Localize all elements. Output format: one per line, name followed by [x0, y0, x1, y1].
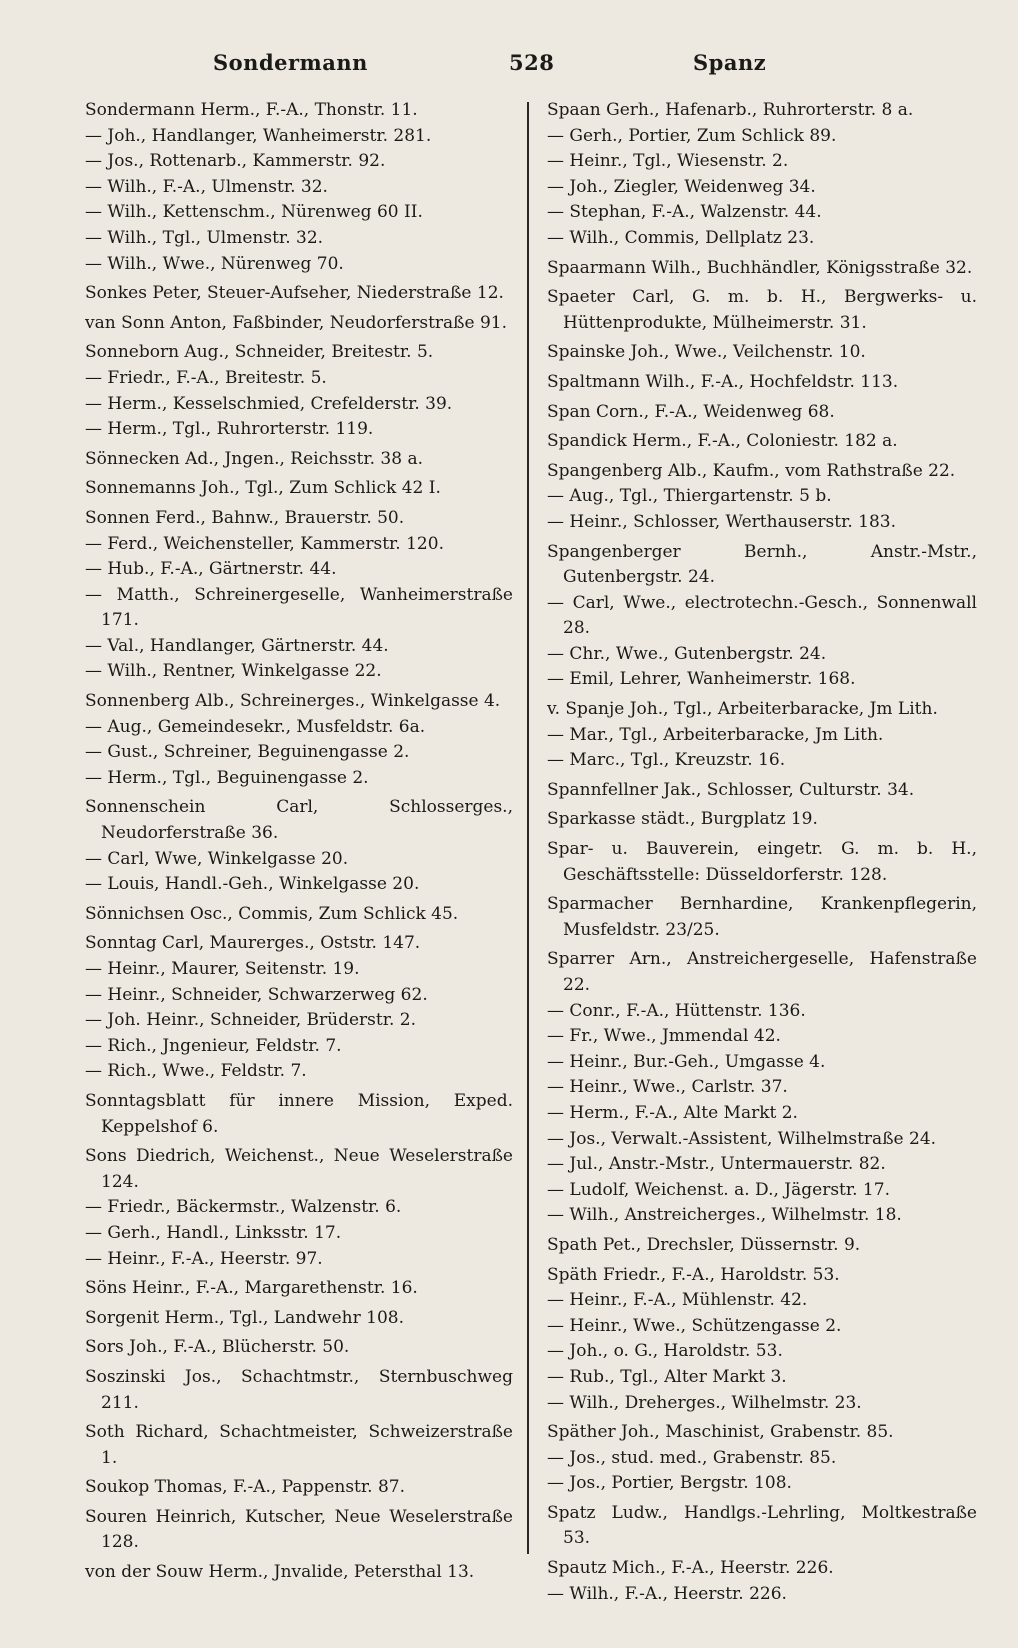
directory-entry: — Mar., Tgl., Arbeiterbaracke, Jm Lith. — [547, 724, 884, 745]
directory-entry: — Friedr., F.-A., Breitestr. 5. — [85, 367, 327, 388]
directory-entry: — Gerh., Handl., Linksstr. 17. — [85, 1222, 342, 1243]
directory-entry: — Matth., Schreinergeselle, Wanheimerstraße 171. — [85, 584, 513, 631]
directory-entry: — Conr., F.-A., Hüttenstr. 136. — [547, 1000, 806, 1021]
directory-entry: — Val., Handlanger, Gärtnerstr. 44. — [85, 635, 389, 656]
directory-entry: — Wilh., Commis, Dellplatz 23. — [547, 227, 815, 248]
directory-entry: — Marc., Tgl., Kreuzstr. 16. — [547, 750, 786, 771]
directory-entry: Spar- u. Bauverein, eingetr. G. m. b. H., Geschäftsstelle: Düsseldorferstr. 128. — [547, 839, 977, 885]
page-number: 528 — [509, 50, 555, 75]
directory-entry: — Joh., o. G., Haroldstr. 53. — [547, 1341, 783, 1362]
directory-entry: Span Corn., F.-A., Weidenweg 68. — [547, 401, 835, 422]
header-right-keyword: Spanz — [693, 50, 767, 75]
directory-entry: Spangenberg Alb., Kaufm., vom Rathstraße 22. — [547, 460, 956, 481]
directory-entry: Sondermann Herm., F.-A., Thonstr. 11. — [85, 100, 418, 120]
directory-entry: — Herm., F.-A., Alte Markt 2. — [547, 1102, 798, 1123]
directory-entry: Sorgenit Herm., Tgl., Landwehr 108. — [85, 1307, 404, 1328]
directory-entry: Spaan Gerh., Hafenarb., Ruhrorterstr. 8 a. — [547, 100, 914, 120]
directory-entry: Sons Diedrich, Weichenst., Neue Weselerstraße 124. — [85, 1146, 513, 1192]
directory-entry: — Jos., Portier, Bergstr. 108. — [547, 1473, 792, 1494]
directory-entry: — Heinr., Wwe., Schützengasse 2. — [547, 1315, 842, 1336]
directory-entry: — Herm., Kesselschmied, Crefelderstr. 39. — [85, 393, 453, 414]
directory-entry: Spautz Mich., F.-A., Heerstr. 226. — [547, 1558, 834, 1579]
directory-entry: Soth Richard, Schachtmeister, Schweizerstraße 1. — [85, 1422, 513, 1468]
directory-entry: — Fr., Wwe., Jmmendal 42. — [547, 1026, 781, 1047]
directory-entry: — Wilh., Kettenschm., Nürenweg 60 II. — [85, 202, 423, 223]
directory-entry: Sönnichsen Osc., Commis, Zum Schlick 45. — [85, 903, 459, 924]
directory-entry: Sonnenschein Carl, Schlosserges., Neudorferstraße 36. — [85, 797, 513, 844]
directory-entry: Sors Joh., F.-A., Blücherstr. 50. — [85, 1337, 350, 1358]
directory-entry: Soszinski Jos., Schachtmstr., Sternbuschweg 211. — [85, 1366, 513, 1413]
directory-entry: — Wilh., Wwe., Nürenweg 70. — [85, 253, 344, 274]
directory-entry: — Heinr., Wwe., Carlstr. 37. — [547, 1077, 788, 1098]
directory-entry: — Jos., Verwalt.-Assistent, Wilhelmstraße 24. — [547, 1128, 937, 1149]
directory-entry: Souren Heinrich, Kutscher, Neue Weselerstraße 128. — [85, 1506, 513, 1553]
directory-entry: — Heinr., Tgl., Wiesenstr. 2. — [547, 151, 789, 172]
left-column — [85, 98, 513, 1586]
directory-entry: — Rich., Jngenieur, Feldstr. 7. — [85, 1035, 342, 1056]
directory-entry: Spath Pet., Drechsler, Düssernstr. 9. — [547, 1234, 861, 1255]
directory-entry: — Friedr., Bäckermstr., Walzenstr. 6. — [85, 1197, 402, 1218]
directory-entry: — Joh., Handlanger, Wanheimerstr. 281. — [85, 125, 432, 146]
directory-entry: — Wilh., Anstreicherges., Wilhelmstr. 18. — [547, 1205, 902, 1226]
directory-entry: Sparmacher Bernhardine, Krankenpflegerin, Musfeldstr. 23/25. — [547, 894, 977, 940]
directory-entry: van Sonn Anton, Faßbinder, Neudorferstraße 91. — [85, 312, 508, 333]
directory-entry: Sonntag Carl, Maurerges., Oststr. 147. — [85, 933, 421, 954]
directory-entry: — Herm., Tgl., Ruhrorterstr. 119. — [85, 419, 374, 440]
directory-entry: — Stephan, F.-A., Walzenstr. 44. — [547, 202, 822, 223]
directory-entry: — Carl, Wwe, Winkelgasse 20. — [85, 848, 349, 869]
directory-entry: — Joh. Heinr., Schneider, Brüderstr. 2. — [85, 1010, 417, 1031]
directory-entry: Sonneborn Aug., Schneider, Breitestr. 5. — [85, 342, 434, 363]
directory-entry: — Aug., Tgl., Thiergartenstr. 5 b. — [547, 486, 832, 507]
directory-entry: — Heinr., Maurer, Seitenstr. 19. — [85, 959, 360, 979]
directory-entry: — Wilh., Rentner, Winkelgasse 22. — [85, 661, 382, 682]
directory-entry: Soukop Thomas, F.-A., Pappenstr. 87. — [85, 1477, 405, 1498]
directory-entry: — Wilh., Dreherges., Wilhelmstr. 23. — [547, 1392, 862, 1413]
directory-entry: Sonntagsblatt für innere Mission, Exped. Keppelshof 6. — [85, 1090, 513, 1137]
directory-entry: — Chr., Wwe., Gutenbergstr. 24. — [547, 643, 827, 664]
directory-entry: Späth Friedr., F.-A., Haroldstr. 53. — [547, 1264, 840, 1285]
directory-entry: Söns Heinr., F.-A., Margarethenstr. 16. — [85, 1278, 418, 1299]
directory-entry: Spainske Joh., Wwe., Veilchenstr. 10. — [547, 342, 866, 363]
directory-entry: — Ferd., Weichensteller, Kammerstr. 120. — [85, 533, 444, 554]
directory-entry: — Jos., Rottenarb., Kammerstr. 92. — [85, 151, 386, 172]
directory-entry: v. Spanje Joh., Tgl., Arbeiterbaracke, Jm Lith. — [547, 699, 938, 720]
directory-entry: — Wilh., F.-A., Ulmenstr. 32. — [85, 176, 328, 197]
directory-entry: — Gust., Schreiner, Beguinengasse 2. — [85, 742, 410, 763]
directory-entry: Sparkasse städt., Burgplatz 19. — [547, 809, 818, 830]
directory-entry: — Gerh., Portier, Zum Schlick 89. — [547, 125, 837, 146]
directory-entry: — Jul., Anstr.-Mstr., Untermauerstr. 82. — [547, 1154, 886, 1175]
directory-entry: Spannfellner Jak., Schlosser, Culturstr. 34. — [547, 779, 915, 800]
directory-entry: — Heinr., F.-A., Heerstr. 97. — [85, 1248, 323, 1269]
directory-entry: — Wilh., F.-A., Heerstr. 226. — [547, 1583, 787, 1604]
directory-entry: Spaeter Carl, G. m. b. H., Bergwerks- u. Hüttenprodukte, Mülheimerstr. 31. — [547, 287, 977, 333]
directory-entry: Spatz Ludw., Handlgs.-Lehrling, Moltkestraße 53. — [547, 1502, 977, 1549]
directory-entry: Sönnecken Ad., Jngen., Reichsstr. 38 a. — [85, 448, 423, 469]
directory-entry: Spangenberger Bernh., Anstr.-Mstr., Gutenbergstr. 24. — [547, 541, 977, 588]
directory-entry: — Rub., Tgl., Alter Markt 3. — [547, 1366, 787, 1387]
directory-entry: — Heinr., F.-A., Mühlenstr. 42. — [547, 1290, 808, 1311]
directory-entry: Spaltmann Wilh., F.-A., Hochfeldstr. 113. — [547, 371, 899, 392]
directory-entry: — Aug., Gemeindesekr., Musfeldstr. 6a. — [85, 716, 426, 737]
directory-entry: — Heinr., Schneider, Schwarzerweg 62. — [85, 984, 428, 1005]
directory-entry: — Ludolf, Weichenst. a. D., Jägerstr. 17. — [547, 1179, 890, 1200]
directory-entry: von der Souw Herm., Jnvalide, Petersthal 13. — [85, 1562, 475, 1583]
directory-entry: Spaarmann Wilh., Buchhändler, Königsstraße 32. — [547, 257, 973, 278]
directory-entry: — Heinr., Schlosser, Werthauserstr. 183. — [547, 511, 897, 532]
directory-entry: Sonkes Peter, Steuer-Aufseher, Niederstraße 12. — [85, 283, 504, 304]
directory-entry: Sonnemanns Joh., Tgl., Zum Schlick 42 I. — [85, 478, 441, 499]
page-header — [0, 50, 1018, 84]
directory-entry: Spandick Herm., F.-A., Coloniestr. 182 a. — [547, 431, 898, 452]
directory-entry: Sonnenberg Alb., Schreinerges., Winkelgasse 4. — [85, 691, 501, 712]
directory-entry: — Herm., Tgl., Beguinengasse 2. — [85, 767, 369, 788]
right-column — [547, 98, 977, 1607]
directory-entry: — Carl, Wwe., electrotechn.-Gesch., Sonnenwall 28. — [547, 592, 977, 639]
directory-entry: Sonnen Ferd., Bahnw., Brauerstr. 50. — [85, 507, 405, 528]
directory-entry: — Joh., Ziegler, Weidenweg 34. — [547, 176, 816, 197]
header-left-keyword: Sondermann — [213, 50, 368, 75]
directory-entry: — Hub., F.-A., Gärtnerstr. 44. — [85, 559, 337, 580]
directory-entry: — Jos., stud. med., Grabenstr. 85. — [547, 1447, 837, 1468]
directory-entry: Späther Joh., Maschinist, Grabenstr. 85. — [547, 1422, 894, 1443]
directory-entry: — Louis, Handl.-Geh., Winkelgasse 20. — [85, 874, 420, 895]
column-divider — [527, 102, 529, 1554]
directory-entry: — Heinr., Bur.-Geh., Umgasse 4. — [547, 1051, 826, 1072]
directory-entry: — Rich., Wwe., Feldstr. 7. — [85, 1061, 307, 1082]
directory-entry: Sparrer Arn., Anstreichergeselle, Hafenstraße 22. — [547, 949, 977, 995]
directory-entry: — Wilh., Tgl., Ulmenstr. 32. — [85, 227, 324, 248]
directory-entry: — Emil, Lehrer, Wanheimerstr. 168. — [547, 669, 856, 690]
